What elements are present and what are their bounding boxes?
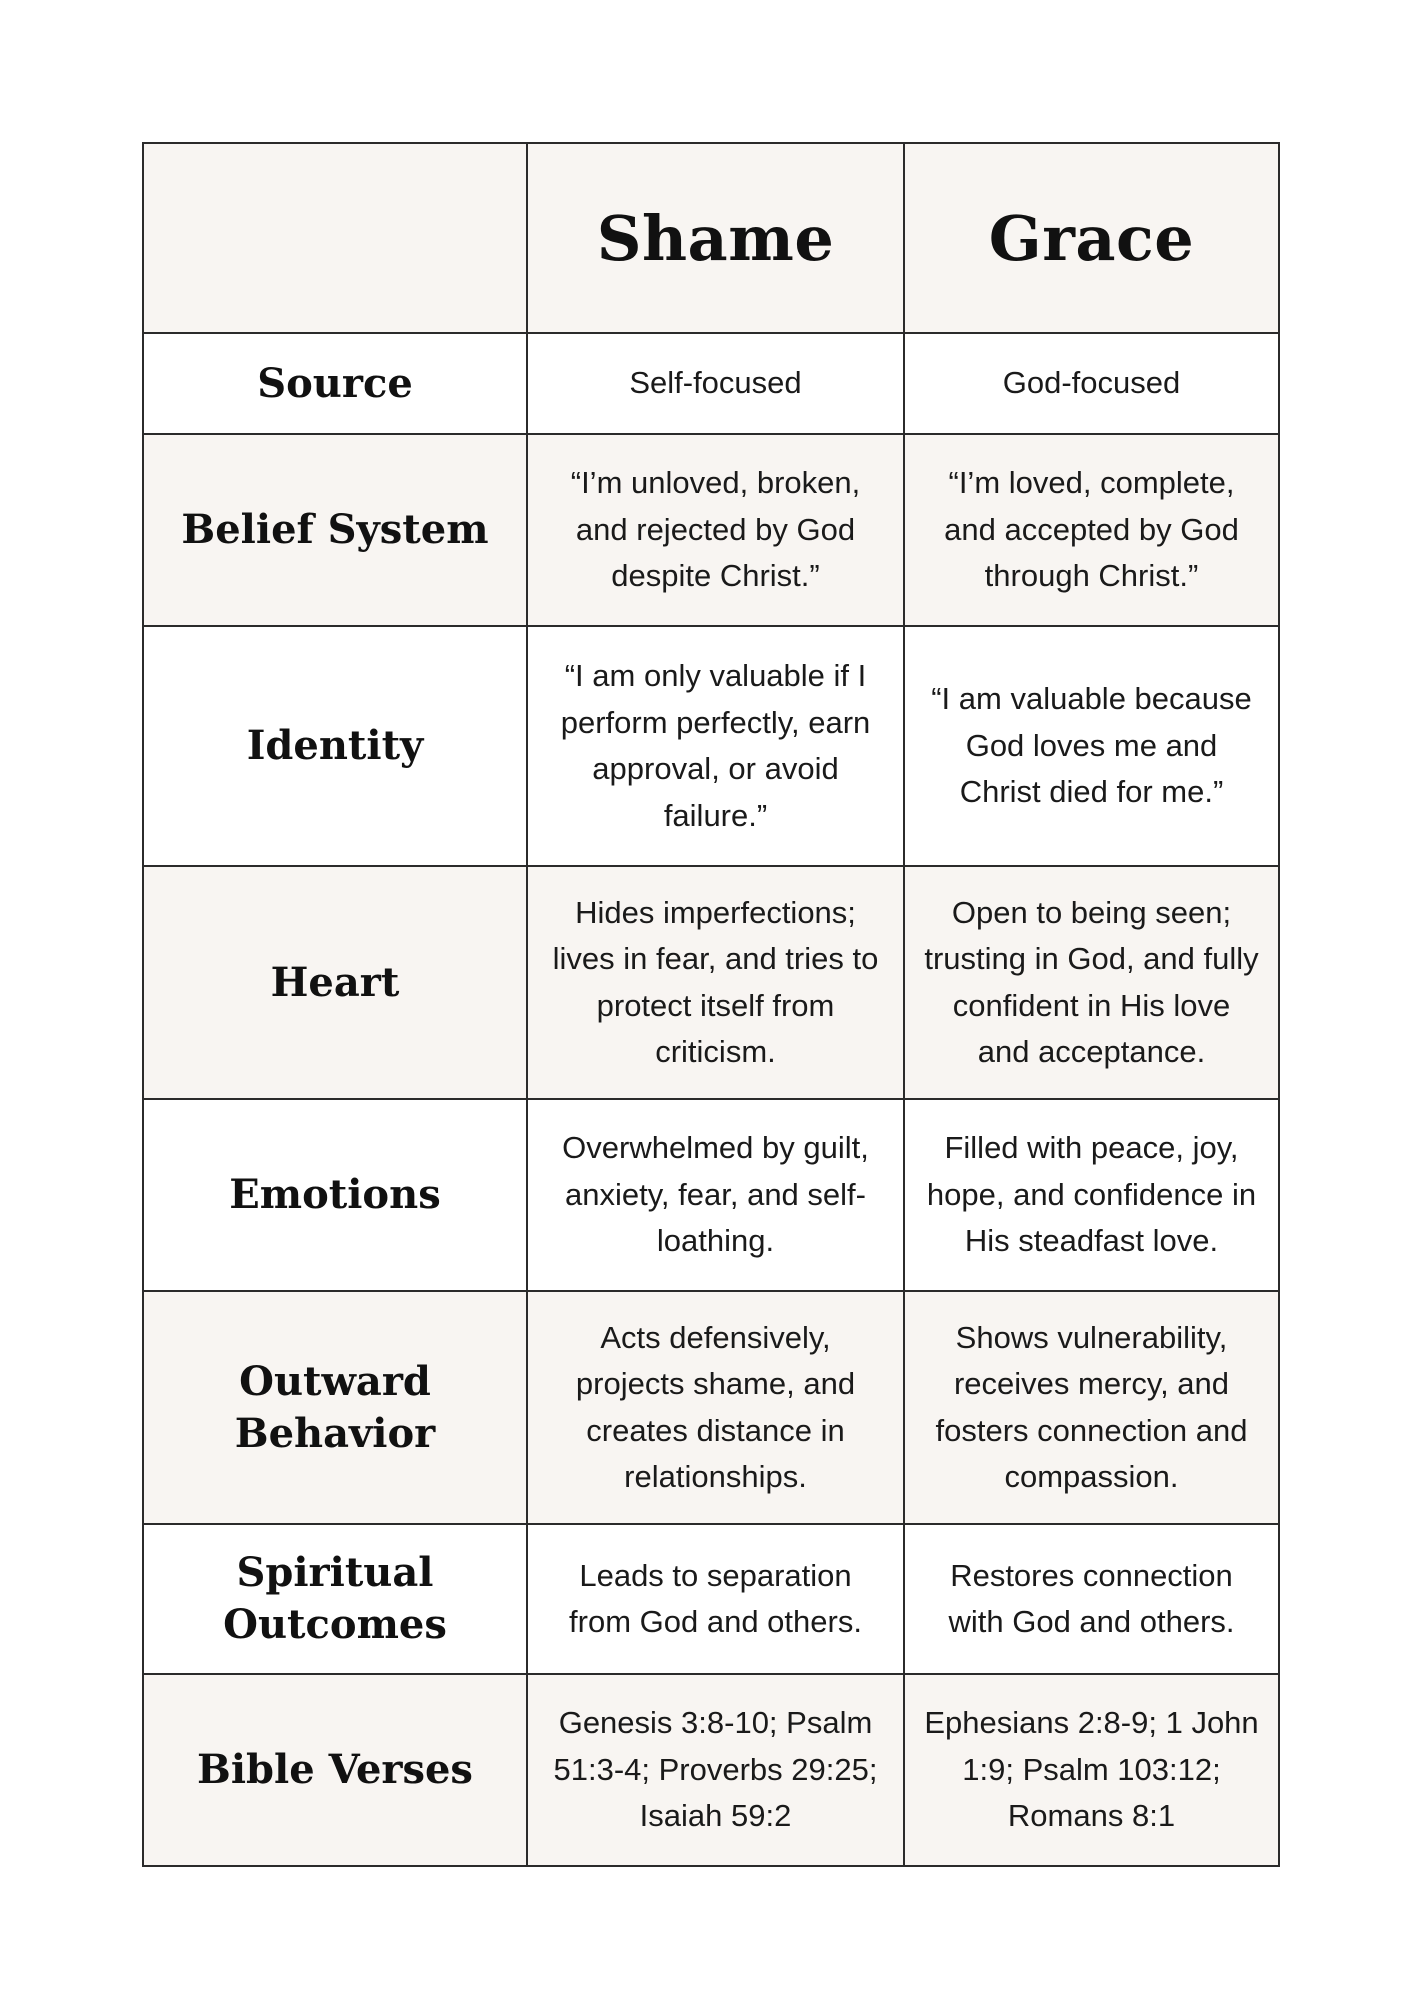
shame-cell-bible-verses: Genesis 3:8-10; Psalm 51:3-4; Proverbs 29:25; Isaiah 59:2 xyxy=(527,1674,904,1866)
grace-cell-bible-verses: Ephesians 2:8-9; 1 John 1:9; Psalm 103:12; Romans 8:1 xyxy=(904,1674,1279,1866)
shame-cell-outward-behavior: Acts defensively, projects shame, and creates distance in relationships. xyxy=(527,1291,904,1524)
grace-cell-emotions: Filled with peace, joy, hope, and confidence in His steadfast love. xyxy=(904,1099,1279,1291)
grace-cell-heart: Open to being seen; trusting in God, and fully confident in His love and acceptance. xyxy=(904,866,1279,1099)
column-header-grace: Grace xyxy=(904,143,1279,333)
grace-cell-identity: “I am valuable because God loves me and Christ died for me.” xyxy=(904,626,1279,866)
row-label-emotions: Emotions xyxy=(143,1099,527,1291)
shame-cell-heart: Hides imperfections; lives in fear, and tries to protect itself from criticism. xyxy=(527,866,904,1099)
row-label-source: Source xyxy=(143,333,527,434)
grace-cell-belief-system: “I’m loved, complete, and accepted by God through Christ.” xyxy=(904,434,1279,626)
table-row-heart xyxy=(143,866,1279,1099)
table-row-spiritual-outcomes xyxy=(143,1524,1279,1674)
shame-cell-spiritual-outcomes: Leads to separation from God and others. xyxy=(527,1524,904,1674)
row-label-bible-verses: Bible Verses xyxy=(143,1674,527,1866)
table-header-row xyxy=(143,143,1279,333)
table-row-belief-system xyxy=(143,434,1279,626)
table-row-source xyxy=(143,333,1279,434)
grace-cell-source: God-focused xyxy=(904,333,1279,434)
row-label-identity: Identity xyxy=(143,626,527,866)
row-label-spiritual-outcomes: Spiritual Outcomes xyxy=(143,1524,527,1674)
column-header-shame: Shame xyxy=(527,143,904,333)
shame-cell-source: Self-focused xyxy=(527,333,904,434)
table-row-bible-verses xyxy=(143,1674,1279,1866)
shame-cell-emotions: Overwhelmed by guilt, anxiety, fear, and self-loathing. xyxy=(527,1099,904,1291)
row-label-heart: Heart xyxy=(143,866,527,1099)
shame-vs-grace-table xyxy=(142,142,1280,1867)
table-row-identity xyxy=(143,626,1279,866)
corner-cell xyxy=(143,143,527,333)
grace-cell-spiritual-outcomes: Restores connection with God and others. xyxy=(904,1524,1279,1674)
shame-cell-belief-system: “I’m unloved, broken, and rejected by God despite Christ.” xyxy=(527,434,904,626)
table-row-outward-behavior xyxy=(143,1291,1279,1524)
table-row-emotions xyxy=(143,1099,1279,1291)
grace-cell-outward-behavior: Shows vulnerability, receives mercy, and fosters connection and compassion. xyxy=(904,1291,1279,1524)
row-label-belief-system: Belief System xyxy=(143,434,527,626)
shame-cell-identity: “I am only valuable if I perform perfectly, earn approval, or avoid failure.” xyxy=(527,626,904,866)
row-label-outward-behavior: Outward Behavior xyxy=(143,1291,527,1524)
